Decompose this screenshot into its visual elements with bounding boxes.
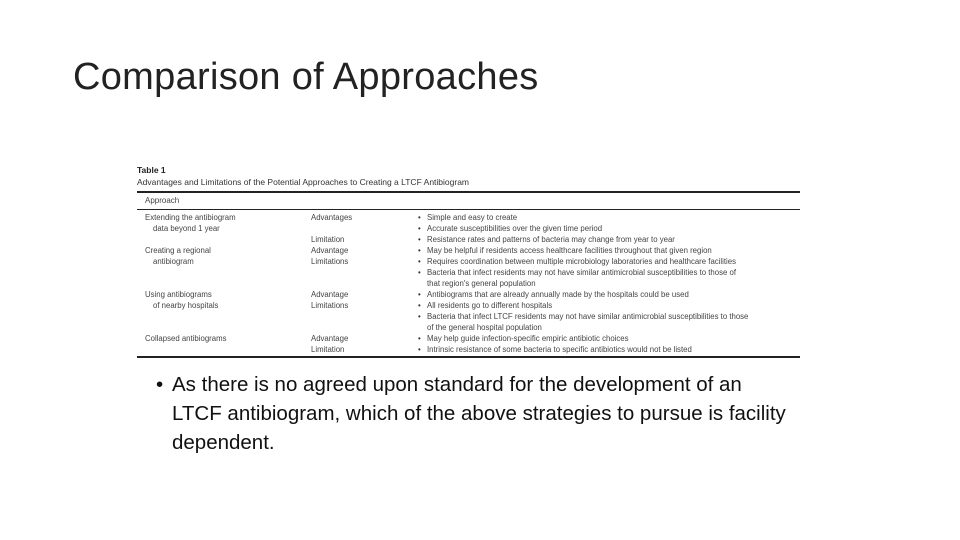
table-cell-text: • Requires coordination between multiple microbiology laboratories and healthcare facilities xyxy=(427,256,736,267)
approach-line: data beyond 1 year xyxy=(153,224,220,233)
bullet-note xyxy=(156,370,796,457)
table-cell-text: • May help guide infection-specific empiric antibiotic choices xyxy=(427,333,629,344)
slide-title: Comparison of Approaches xyxy=(73,56,539,98)
table-row-approach xyxy=(145,245,211,267)
table-cell-kind: Advantage xyxy=(311,334,349,343)
table-caption: Advantages and Limitations of the Potential Approaches to Creating a LTCF Antibiogram xyxy=(137,177,470,187)
table-cell-text-continued: of the general hospital population xyxy=(427,323,542,332)
table-row-approach xyxy=(145,289,218,311)
table-cell-text: • Resistance rates and patterns of bacteria may change from year to year xyxy=(427,234,675,245)
table-column-header: Approach xyxy=(145,196,180,205)
table-cell-text: • Bacteria that infect residents may not have similar antimicrobial susceptibilities to those of xyxy=(427,267,736,278)
table-cell-text: • Bacteria that infect LTCF residents may not have similar antimicrobial susceptibilities to those xyxy=(427,311,748,322)
table-cell-text-continued: that region's general population xyxy=(427,279,536,288)
bullet-note-text: As there is no agreed upon standard for the development of an LTCF antibiogram, which of the above strategies to pursue is facility dependent. xyxy=(172,373,786,454)
table-bottom-rule xyxy=(137,356,800,358)
table-cell-text: • Antibiograms that are already annually made by the hospitals could be used xyxy=(427,289,689,300)
bullet-glyph: • xyxy=(156,373,164,396)
table-label: Table 1 xyxy=(137,165,166,175)
table-cell-text: • All residents go to different hospitals xyxy=(427,300,552,311)
table-cell-kind: Advantage xyxy=(311,290,349,299)
table-header-rule xyxy=(137,209,800,210)
table-row-approach xyxy=(145,212,236,234)
approach-line: Extending the antibiogram xyxy=(145,213,236,222)
table-cell-kind: Limitations xyxy=(311,257,349,266)
table-row-approach xyxy=(145,333,226,344)
approach-line: antibiogram xyxy=(153,257,194,266)
table-cell-text: • Simple and easy to create xyxy=(427,212,517,223)
table-cell-kind: Limitation xyxy=(311,345,345,354)
table-figure xyxy=(137,165,800,359)
table-cell-kind: Advantages xyxy=(311,213,353,222)
approach-line: Collapsed antibiograms xyxy=(145,334,227,343)
table-cell-kind: Advantage xyxy=(311,246,349,255)
table-cell-text: • Intrinsic resistance of some bacteria to specific antibiotics would not be listed xyxy=(427,344,692,355)
table-cell-kind: Limitation xyxy=(311,235,345,244)
table-cell-text: • Accurate susceptibilities over the given time period xyxy=(427,223,602,234)
approach-line: of nearby hospitals xyxy=(153,301,219,310)
table-top-rule xyxy=(137,191,800,193)
table-cell-kind: Limitations xyxy=(311,301,349,310)
table-cell-text: • May be helpful if residents access healthcare facilities throughout that given region xyxy=(427,245,712,256)
approach-line: Using antibiograms xyxy=(145,290,212,299)
approach-line: Creating a regional xyxy=(145,246,211,255)
